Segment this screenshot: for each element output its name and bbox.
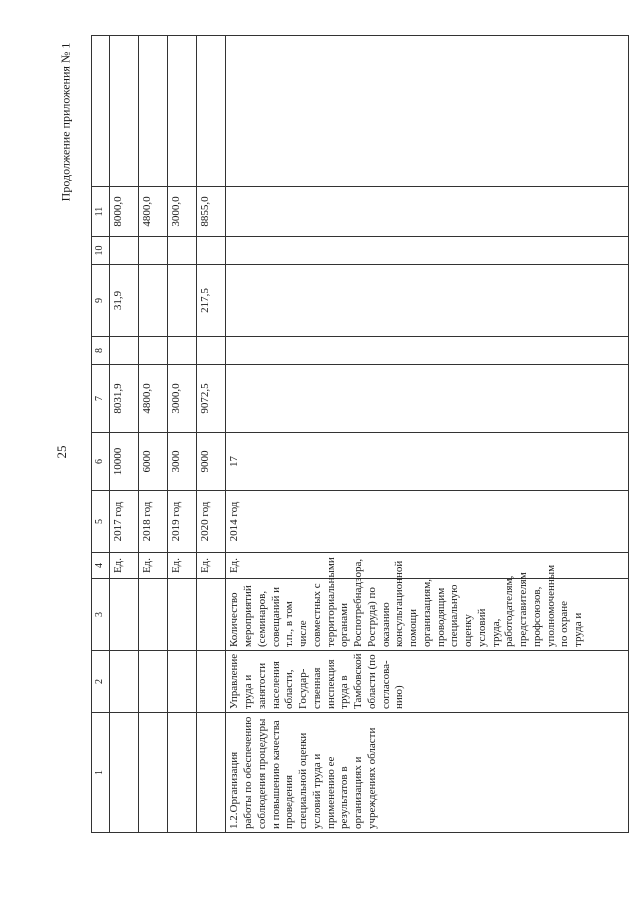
table-row bbox=[168, 36, 197, 833]
table-cell-c9 bbox=[139, 265, 168, 337]
table-cell-c5: 2014 год bbox=[226, 491, 629, 553]
table-cell-c9: 217,5 bbox=[197, 265, 226, 337]
table-row bbox=[226, 36, 629, 833]
table-cell-extra bbox=[110, 36, 139, 187]
table-cell-c9 bbox=[226, 265, 629, 337]
table-cell-c6: 3000 bbox=[168, 433, 197, 491]
table-cell-c7: 3000,0 bbox=[168, 365, 197, 433]
table-cell-c5: 2017 год bbox=[110, 491, 139, 553]
table-row bbox=[197, 36, 226, 833]
col-header-empty bbox=[92, 36, 110, 187]
page-number: 25 bbox=[54, 445, 69, 459]
table-cell-c4: Ед. bbox=[168, 553, 197, 579]
table-cell-c1 bbox=[110, 713, 139, 833]
table-cell-extra bbox=[139, 36, 168, 187]
table-cell-c4: Ед. bbox=[197, 553, 226, 579]
continuation-label: Продолжение приложения № 1 bbox=[58, 42, 73, 202]
table-cell-c4: Ед. bbox=[110, 553, 139, 579]
table-cell-extra bbox=[197, 36, 226, 187]
table-cell-c7: 8031,9 bbox=[110, 365, 139, 433]
table-cell-c3 bbox=[168, 579, 197, 651]
col-header: 5 bbox=[92, 491, 110, 553]
table-cell-c10 bbox=[226, 237, 629, 265]
table-cell-c2 bbox=[197, 651, 226, 713]
col-header: 4 bbox=[92, 553, 110, 579]
table-cell-c1 bbox=[168, 713, 197, 833]
table-cell-c10 bbox=[197, 237, 226, 265]
table-cell-c6: 17 bbox=[226, 433, 629, 491]
col-header: 8 bbox=[92, 337, 110, 365]
col-header: 9 bbox=[92, 265, 110, 337]
table-cell-c7 bbox=[226, 365, 629, 433]
table-cell-c6: 6000 bbox=[139, 433, 168, 491]
table-cell-c7: 4800,0 bbox=[139, 365, 168, 433]
table-cell-c3: Количество мероприятий (семинаров, совещаний и т.п., в том числе совместных с территориальными органами Роспотребнадзора, Роструда) по оказанию консультационной помощи организациям, проводящим специальную оценку условий труда, работодателям, представителям профсоюзов, уполномоченным по охране труда и bbox=[226, 579, 629, 651]
program-table bbox=[91, 35, 629, 833]
table-cell-c10 bbox=[110, 237, 139, 265]
table-cell-c8 bbox=[226, 337, 629, 365]
table-cell-c6: 10000 bbox=[110, 433, 139, 491]
table-cell-c2 bbox=[139, 651, 168, 713]
table-cell-c1 bbox=[139, 713, 168, 833]
rotated-table-container bbox=[91, 35, 629, 833]
table-cell-c11: 8855,0 bbox=[197, 187, 226, 237]
table-cell-c2 bbox=[110, 651, 139, 713]
table-cell-c10 bbox=[168, 237, 197, 265]
table-cell-c8 bbox=[139, 337, 168, 365]
table-cell-c2: Управление труда и занятости населения области, Государ-ственная инспекция труда в Тамбовской области (по согласова-нию) bbox=[226, 651, 629, 713]
table-cell-c11: 4800,0 bbox=[139, 187, 168, 237]
table-cell-c2 bbox=[168, 651, 197, 713]
table-row bbox=[139, 36, 168, 833]
table-cell-c3 bbox=[139, 579, 168, 651]
table-cell-c4: Ед. bbox=[226, 553, 629, 579]
table-cell-c10 bbox=[139, 237, 168, 265]
table-cell-c8 bbox=[168, 337, 197, 365]
table-cell-c3 bbox=[197, 579, 226, 651]
col-header: 3 bbox=[92, 579, 110, 651]
table-cell-c5: 2019 год bbox=[168, 491, 197, 553]
table-cell-c3 bbox=[110, 579, 139, 651]
table-cell-c6: 9000 bbox=[197, 433, 226, 491]
table-cell-c9 bbox=[168, 265, 197, 337]
col-header: 7 bbox=[92, 365, 110, 433]
table-cell-c11: 3000,0 bbox=[168, 187, 197, 237]
table-cell-c1 bbox=[197, 713, 226, 833]
table-cell-c1: 1.2.Организация работы по обеспечению соблюдения процедуры и повышению качества проведения специальной оценки условий труда и применению ее результатов в организациях и учреждениях области bbox=[226, 713, 629, 833]
table-row bbox=[110, 36, 139, 833]
table-cell-c5: 2018 год bbox=[139, 491, 168, 553]
col-header: 1 bbox=[92, 713, 110, 833]
table-cell-c8 bbox=[110, 337, 139, 365]
col-header: 11 bbox=[92, 187, 110, 237]
table-cell-c11 bbox=[226, 187, 629, 237]
col-header: 6 bbox=[92, 433, 110, 491]
table-cell-extra bbox=[168, 36, 197, 187]
col-header: 2 bbox=[92, 651, 110, 713]
header-row bbox=[92, 36, 110, 833]
table-cell-c4: Ед. bbox=[139, 553, 168, 579]
col-header: 10 bbox=[92, 237, 110, 265]
table-cell-c5: 2020 год bbox=[197, 491, 226, 553]
table-cell-c9: 31,9 bbox=[110, 265, 139, 337]
table-cell-c7: 9072,5 bbox=[197, 365, 226, 433]
table-cell-c8 bbox=[197, 337, 226, 365]
table-cell-c11: 8000,0 bbox=[110, 187, 139, 237]
table-cell-extra bbox=[226, 36, 629, 187]
